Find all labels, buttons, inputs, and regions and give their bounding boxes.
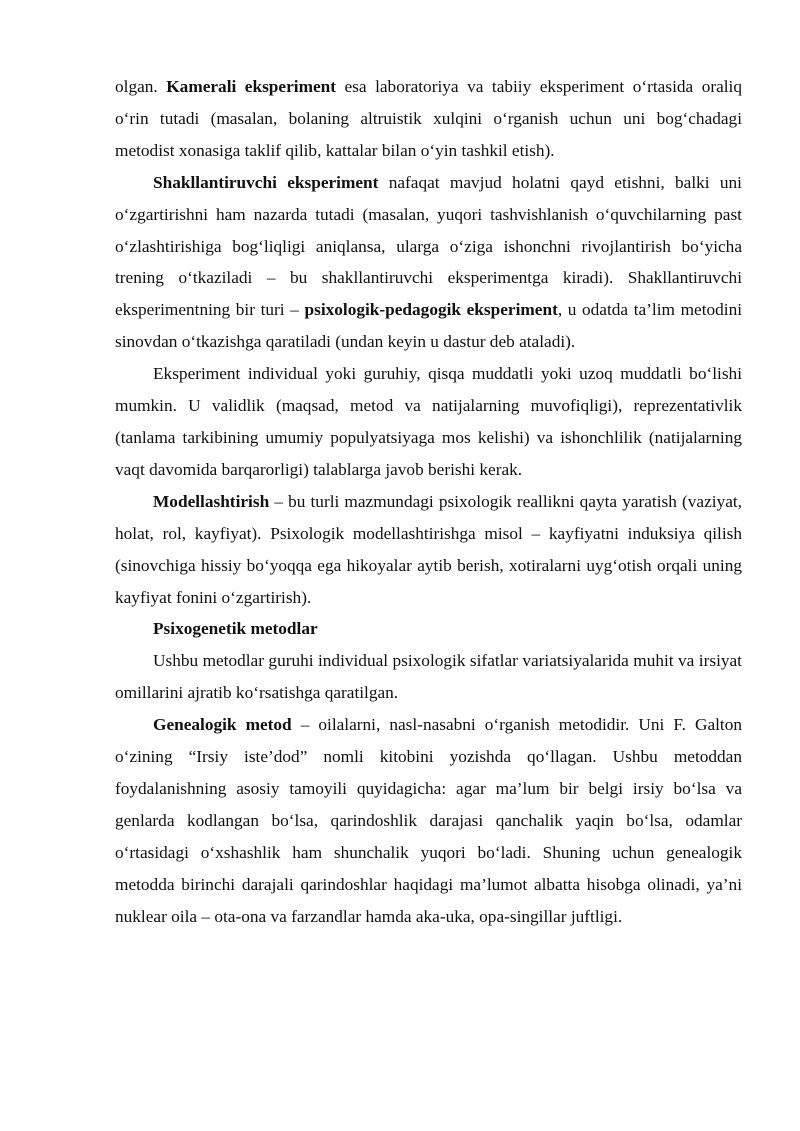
paragraph-eksperiment-talablari: [115, 358, 742, 486]
paragraph-genealogik-metod: [115, 709, 742, 932]
term-kamerali-eksperiment: Kamerali eksperiment: [166, 77, 336, 96]
term-psixologik-pedagogik-eksperiment: psixologik-pedagogik eksperiment: [304, 300, 558, 320]
paragraph-text: nafaqat mavjud holatni qayd etishni, balki uni o‘zgartirishni ham nazarda tutadi (masalan, yuqori tashvishlanish o‘quvchilarning past o‘zlashtirishiga bog‘liqligi aniqlansa, ularga o‘ziga ishonchni rivojlantirish bo‘yicha trening o‘tkaziladi – bu shakllantiruvchi eksperimentga kiradi). Shakllantiruvchi eksperimentning bir turi –: [115, 172, 742, 320]
paragraph-text: olgan.: [115, 77, 167, 96]
paragraph-text: , u odatda ta’lim metodini sinovdan o‘tkazishga qaratiladi (undan keyin u dastur deb ataladi).: [115, 300, 743, 352]
term-modellashtirish: Modellashtirish: [153, 491, 270, 511]
paragraph-modellashtirish: [115, 486, 742, 614]
paragraph-text: – bu turli mazmundagi psixologik reallikni qayta yaratish (vaziyat, holat, rol, kayfiyat). Psixologik modellashtirishga misol – kayfiyatni induksiya qilish (sinovchiga hissiy bo‘yoqqa ega hikoyalar aytib berish, xotiralarni uyg‘otish orqali uning kayfiyat fonini o‘zgartirish).: [115, 491, 742, 607]
paragraph-shakllantiruvchi-eksperiment: [115, 167, 742, 358]
paragraph-text: Ushbu metodlar guruhi individual psixologik sifatlar variatsiyalarida muhit va irsiyat omillarini ajratib ko‘rsatishga qaratilgan.: [115, 651, 742, 703]
paragraph-text: esa laboratoriya va tabiiy eksperiment o‘rtasida oraliq o‘rin tutadi (masalan, bolaning altruistik xulqini o‘rganish uchun uni bog‘chadagi metodist xonasiga taklif qilib, kattalar bilan o‘yin tashkil etish).: [115, 77, 742, 160]
paragraph-text: Eksperiment individual yoki guruhiy, qisqa muddatli yoki uzoq muddatli bo‘lishi mumkin. U validlik (maqsad, metod va natijalarning muvofiqligi), reprezentativlik (tanlama tarkibining umumiy populyatsiyaga mos kelishi) va ishonchlilik (natijalarning vaqt davomida barqarorligi) talablarga javob berishi kerak.: [115, 364, 742, 479]
paragraph-text: – oilalarni, nasl-nasabni o‘rganish metodidir. Uni F. Galton o‘zining “Irsiy iste’dod” nomli kitobini yozishda qo‘llagan. Ushbu metoddan foydalanishning asosiy tamoyili quyidagicha: agar ma’lum bir belgi irsiy bo‘lsa va genlarda kodlangan bo‘lsa, qarindoshlik darajasi qanchalik yaqin bo‘lsa, odamlar o‘rtasidagi o‘xshashlik ham shunchalik yuqori bo‘ladi. Shuning uchun genealogik metodda birinchi darajali qarindoshlar haqidagi ma’lumot albatta hisobga olinadi, ya’ni nuklear oila – ota-ona va farzandlar hamda aka-uka, opa-singillar juftligi.: [115, 715, 742, 926]
paragraph-psixogenetik-intro: [115, 645, 742, 709]
term-shakllantiruvchi-eksperiment: Shakllantiruvchi eksperiment: [153, 172, 379, 192]
document-page: [115, 71, 742, 932]
term-genealogik-metod: Genealogik metod: [153, 715, 292, 735]
paragraph-kamerali-eksperiment: [115, 71, 742, 167]
section-heading-psixogenetik-metodlar: Psixogenetik metodlar: [153, 619, 318, 639]
